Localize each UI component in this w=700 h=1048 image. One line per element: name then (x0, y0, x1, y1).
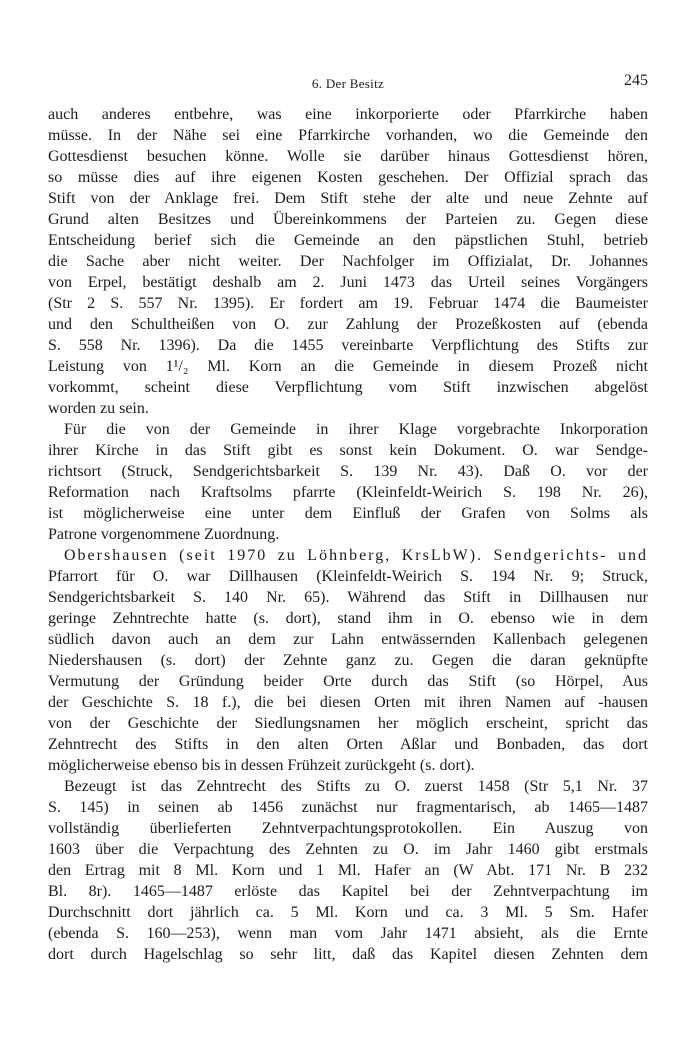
page-header (48, 72, 648, 94)
text-line: auch anderes entbehre, was eine inkorporierte oder Pfarrkirche haben (48, 106, 648, 123)
paragraph-first-line: Obershausen (seit 1970 zu Löhnberg, KrsLbW). Sendgerichts- und (64, 547, 648, 564)
text-line: die Sache aber nicht weiter. Der Nachfolger im Offizialat, Dr. Johannes (48, 253, 648, 270)
text-line: Stift von der Anklage frei. Dem Stift stehe der alte und neue Zehnte auf (48, 190, 648, 207)
text-line: S. 558 Nr. 1396). Da die 1455 vereinbarte Verpflichtung des Stifts zur (48, 337, 648, 354)
text-line: dort durch Hagelschlag so sehr litt, daß das Kapitel diesen Zehnten dem (48, 946, 648, 963)
text-line: von Erpel, bestätigt deshalb am 2. Juni 1473 das Urteil seines Vorgängers (48, 274, 648, 291)
text-line: Patrone vorgenommene Zuordnung. (48, 526, 280, 543)
text-line: Reformation nach Kraftsolms pfarrte (Kleinfeldt-Weirich S. 198 Nr. 26), (48, 484, 648, 501)
text-line: Grund alten Besitzes und Übereinkommens der Parteien zu. Gegen diese (48, 211, 648, 228)
text-line: 1603 über die Verpachtung des Zehnten zu O. im Jahr 1460 gibt erstmals (48, 841, 648, 858)
text-line: Durchschnitt dort jährlich ca. 5 Ml. Korn und ca. 3 Ml. 5 Sm. Hafer (48, 904, 648, 921)
text-line: Gottesdienst besuchen könne. Wolle sie darüber hinaus Gottesdienst hören, (48, 148, 648, 165)
text-line: ist möglicherweise eine unter dem Einfluß der Grafen von Solms als (48, 505, 648, 522)
text-line: Niedershausen (s. dort) der Zehnte ganz zu. Gegen die daran geknüpfte (48, 652, 648, 669)
text-line: (Str 2 S. 557 Nr. 1395). Er fordert am 19. Februar 1474 die Baumeister (48, 295, 648, 312)
text-line: Entscheidung berief sich die Gemeinde an den päpstlichen Stuhl, betrieb (48, 232, 648, 249)
text-line: müsse. In der Nähe sei eine Pfarrkirche vorhanden, wo die Gemeinde den (48, 127, 648, 144)
text-line: (ebenda S. 160—253), wenn man vom Jahr 1471 absieht, als die Ernte (48, 925, 648, 942)
text-line: Pfarrort für O. war Dillhausen (Kleinfeldt-Weirich S. 194 Nr. 9; Struck, (48, 568, 648, 585)
text-line: von der Geschichte der Siedlungsnamen her möglich erscheint, spricht das (48, 715, 648, 732)
paragraph-first-line: Für die von der Gemeinde in ihrer Klage vorgebrachte Inkorporation (64, 421, 648, 438)
body-text (48, 104, 648, 965)
text-line: S. 145) in seinen ab 1456 zunächst nur fragmentarisch, ab 1465—1487 (48, 799, 648, 816)
text-line: Bl. 8r). 1465—1487 erlöste das Kapitel bei der Zehntverpachtung im (48, 883, 648, 900)
text-line: geringe Zehntrechte hatte (s. dort), stand ihm in O. ebenso wie in dem (48, 610, 648, 627)
text-line: Vermutung der Gründung beider Orte durch das Stift (so Hörpel, Aus (48, 673, 648, 690)
text-line: der Geschichte S. 18 f.), die bei diesen Orten mit ihren Namen auf -hausen (48, 694, 648, 711)
text-line: so müsse dies auf ihre eigenen Kosten geschehen. Der Offizial sprach das (48, 169, 648, 186)
text-line: richtsort (Struck, Sendgerichtsbarkeit S. 139 Nr. 43). Daß O. vor der (48, 463, 648, 480)
running-head: 6. Der Besitz (311, 76, 385, 91)
text-line: Leistung von 1¹/₂ Ml. Korn an die Gemeinde in diesem Prozeß nicht (48, 358, 648, 375)
text-line: den Ertrag mit 8 Ml. Korn und 1 Ml. Hafer an (W Abt. 171 Nr. B 232 (48, 862, 648, 879)
text-line: und den Schultheißen von O. zur Zahlung der Prozeßkosten auf (ebenda (48, 316, 648, 333)
text-line: Zehntrecht des Stifts in den alten Orten Aßlar und Bonbaden, das dort (48, 736, 648, 753)
text-line: südlich davon auch an dem zur Lahn entwässernden Kallenbach gelegenen (48, 631, 648, 648)
text-line: vorkommt, scheint diese Verpflichtung vom Stift inzwischen abgelöst (48, 379, 648, 396)
paragraph-first-line: Bezeugt ist das Zehntrecht des Stifts zu O. zuerst 1458 (Str 5,1 Nr. 37 (64, 778, 648, 795)
text-line: worden zu sein. (48, 400, 149, 417)
page-number: 245 (624, 72, 648, 89)
text-line: Sendgerichtsbarkeit S. 140 Nr. 65). Während das Stift in Dillhausen nur (48, 589, 648, 606)
text-line: ihrer Kirche in das Stift gibt es sonst kein Dokument. O. war Sendge- (48, 442, 648, 459)
text-line: möglicherweise ebenso bis in dessen Frühzeit zurückgeht (s. dort). (48, 757, 475, 774)
text-line: vollständig überlieferten Zehntverpachtungsprotokollen. Ein Auszug von (48, 820, 648, 837)
